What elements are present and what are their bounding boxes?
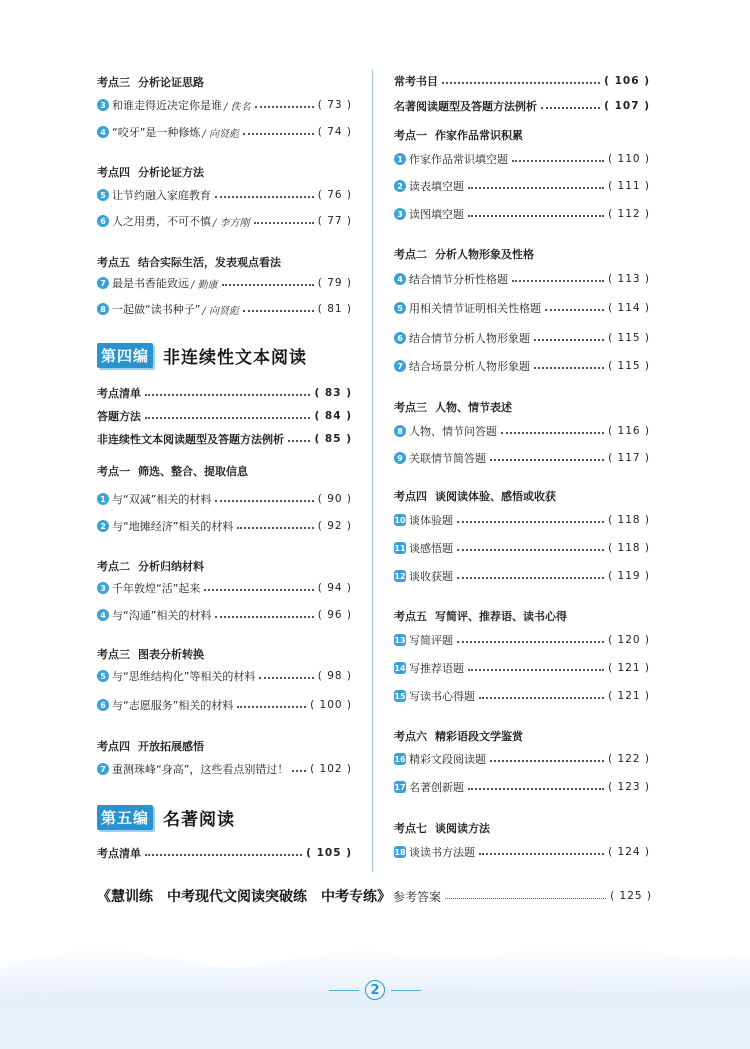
item-number-badge: 4 xyxy=(394,273,406,285)
part-header xyxy=(97,805,235,829)
page-ref: ( 119 ) xyxy=(608,570,650,582)
page-ref: ( 124 ) xyxy=(608,846,650,858)
item-number-badge: 5 xyxy=(394,302,406,314)
page-ref: ( 92 ) xyxy=(317,520,352,532)
page-ref: ( 117 ) xyxy=(608,452,650,464)
section-heading xyxy=(97,465,248,479)
section-key: 考点一 xyxy=(97,465,130,478)
item-number-badge: 8 xyxy=(97,303,109,315)
item-number-badge: 10 xyxy=(394,515,406,525)
entry-title: 让节约融入家庭教育 xyxy=(112,189,211,202)
entry-title: 人物、情节问答题 xyxy=(409,425,497,438)
entry-title: 精彩文段阅读题 xyxy=(409,753,486,766)
leader-dots xyxy=(442,82,600,84)
page-ref: ( 106 ) xyxy=(604,75,650,87)
page-ref: ( 105 ) xyxy=(306,847,352,859)
leader-dots xyxy=(204,589,313,591)
page-ref: ( 110 ) xyxy=(608,153,650,165)
leader-dots xyxy=(259,677,313,679)
page-number: 2 xyxy=(365,980,385,1000)
page-ref: ( 74 ) xyxy=(317,126,352,138)
toc-entry[interactable] xyxy=(394,98,650,114)
toc-entry[interactable] xyxy=(394,512,650,528)
item-number-badge: 6 xyxy=(97,215,109,227)
leader-dots xyxy=(457,521,604,523)
item-number-badge: 7 xyxy=(97,277,109,289)
item-number-badge: 5 xyxy=(97,189,109,201)
entry-title: 结合情节分析人物形象题 xyxy=(409,332,530,345)
leader-dots xyxy=(541,107,600,109)
toc-entry[interactable] xyxy=(394,300,650,316)
item-number-badge: 1 xyxy=(394,153,406,165)
part-tag: 第五编 xyxy=(97,805,153,830)
leader-dots xyxy=(457,577,604,579)
section-key: 考点六 xyxy=(394,730,427,743)
entry-title: 常考书目 xyxy=(394,75,438,88)
entry-title: 最是书香能致远 xyxy=(112,277,189,290)
item-number-badge: 14 xyxy=(394,663,406,673)
section-heading xyxy=(394,401,512,415)
page-ref: ( 115 ) xyxy=(608,360,650,372)
section-heading xyxy=(394,822,490,836)
section-heading xyxy=(97,166,204,180)
leader-dots xyxy=(479,853,604,855)
leader-dots xyxy=(215,196,314,198)
entry-title: 和谁走得近决定你是谁 xyxy=(112,99,222,112)
leader-dots xyxy=(512,160,604,162)
page-ref: ( 84 ) xyxy=(314,410,352,422)
leader-dots xyxy=(534,367,604,369)
page-ref: ( 121 ) xyxy=(608,690,650,702)
toc-entry[interactable] xyxy=(394,632,650,648)
item-number-badge: 7 xyxy=(394,360,406,372)
entry-author: / 向贤彪 xyxy=(202,128,239,140)
section-key: 考点三 xyxy=(97,76,130,89)
part-header xyxy=(97,343,307,367)
section-key: 考点四 xyxy=(97,166,130,179)
toc-entry[interactable] xyxy=(394,751,650,767)
section-heading xyxy=(97,740,204,754)
section-title: 分析论证思路 xyxy=(138,76,204,89)
leader-dots xyxy=(501,432,604,434)
ornament-line-right xyxy=(391,990,421,991)
answers-entry[interactable] xyxy=(97,887,652,905)
leader-dots xyxy=(243,133,314,135)
item-number-badge: 3 xyxy=(97,99,109,111)
leader-dots xyxy=(237,527,313,529)
toc-entry[interactable] xyxy=(97,761,352,777)
entry-author: / 向贤彪 xyxy=(202,305,239,317)
entry-author: / 李方刚 xyxy=(213,217,250,229)
entry-title: 写简评题 xyxy=(409,634,453,647)
page-ref: ( 85 ) xyxy=(314,433,352,445)
entry-title: 人之用勇，不可不慎 xyxy=(112,215,211,228)
section-key: 考点二 xyxy=(394,248,427,261)
page-ref: ( 118 ) xyxy=(608,542,650,554)
leader-dots xyxy=(145,854,302,856)
leader-dots xyxy=(215,616,313,618)
section-title: 分析论证方法 xyxy=(138,166,204,179)
entry-title: 写推荐语题 xyxy=(409,662,464,675)
toc-entry[interactable] xyxy=(97,408,352,424)
leader-dots xyxy=(468,788,604,790)
toc-entry[interactable] xyxy=(394,206,650,222)
toc-entry[interactable] xyxy=(394,73,650,89)
section-title: 筛选、整合、提取信息 xyxy=(138,465,248,478)
entry-title: 谈体验题 xyxy=(409,514,453,527)
item-number-badge: 18 xyxy=(394,847,406,857)
item-number-badge: 3 xyxy=(97,582,109,594)
leader-dots xyxy=(237,706,306,708)
section-key: 考点二 xyxy=(97,560,130,573)
section-title: 分析归纳材料 xyxy=(138,560,204,573)
toc-entry[interactable] xyxy=(394,779,650,795)
item-number-badge: 1 xyxy=(97,493,109,505)
page-ref: ( 114 ) xyxy=(608,302,650,314)
toc-entry[interactable] xyxy=(97,275,352,291)
item-number-badge: 6 xyxy=(97,699,109,711)
section-key: 考点三 xyxy=(97,648,130,661)
entry-title: 千年敦煌“活”起来 xyxy=(112,582,201,595)
entry-title: 用相关情节证明相关性格题 xyxy=(409,302,541,315)
section-title: 谈阅读体验、感悟或收获 xyxy=(435,490,556,503)
page-ref: ( 113 ) xyxy=(608,273,650,285)
column-divider xyxy=(372,70,373,872)
page-ref: ( 79 ) xyxy=(317,277,352,289)
page-ref: ( 120 ) xyxy=(608,634,650,646)
leader-dots xyxy=(215,500,313,502)
section-title: 结合实际生活，发表观点看法 xyxy=(138,256,281,269)
section-heading xyxy=(394,248,534,262)
section-key: 考点五 xyxy=(97,256,130,269)
section-key: 考点四 xyxy=(394,490,427,503)
leader-dots xyxy=(479,697,604,699)
entry-title: 谈感悟题 xyxy=(409,542,453,555)
toc-entry[interactable] xyxy=(394,151,650,167)
item-number-badge: 6 xyxy=(394,332,406,344)
section-heading xyxy=(394,129,523,143)
entry-title: 考点清单 xyxy=(97,847,141,860)
section-key: 考点五 xyxy=(394,610,427,623)
entry-title: 读表填空题 xyxy=(409,180,464,193)
toc-entry[interactable] xyxy=(97,213,352,229)
item-number-badge: 15 xyxy=(394,691,406,701)
toc-entry[interactable] xyxy=(97,491,352,507)
leader-dots xyxy=(288,440,310,442)
item-number-badge: 12 xyxy=(394,571,406,581)
toc-entry[interactable] xyxy=(97,607,352,623)
toc-entry[interactable] xyxy=(394,358,650,374)
page-ref: ( 122 ) xyxy=(608,753,650,765)
section-key: 考点三 xyxy=(394,401,427,414)
item-number-badge: 13 xyxy=(394,635,406,645)
toc-entry[interactable] xyxy=(97,668,352,684)
leader-dots xyxy=(445,898,606,899)
toc-entry[interactable] xyxy=(97,124,352,140)
entry-title: 谈读书方法题 xyxy=(409,846,475,859)
section-title: 分析人物形象及性格 xyxy=(435,248,534,261)
entry-title: 结合场景分析人物形象题 xyxy=(409,360,530,373)
entry-author: / 勤康 xyxy=(191,279,218,291)
leader-dots xyxy=(512,280,604,282)
ornament-line-left xyxy=(329,990,359,991)
section-title: 人物、情节表述 xyxy=(435,401,512,414)
entry-title: 重测珠峰“身高”，这些看点别错过！ xyxy=(112,763,289,776)
item-number-badge: 16 xyxy=(394,754,406,764)
leader-dots xyxy=(534,339,604,341)
entry-title: 写读书心得题 xyxy=(409,690,475,703)
entry-title: 读图填空题 xyxy=(409,208,464,221)
toc-entry[interactable] xyxy=(97,697,352,713)
item-number-badge: 5 xyxy=(97,670,109,682)
page-ref: ( 73 ) xyxy=(317,99,352,111)
page-number-badge xyxy=(320,977,430,1003)
page-ref: ( 98 ) xyxy=(317,670,352,682)
page-ref: ( 96 ) xyxy=(317,609,352,621)
leader-dots xyxy=(145,394,310,396)
section-title: 开放拓展感悟 xyxy=(138,740,204,753)
answers-suffix: 参考答案 xyxy=(393,889,442,904)
section-heading xyxy=(97,560,204,574)
entry-title: 答题方法 xyxy=(97,410,141,423)
entry-title: 与“地摊经济”相关的材料 xyxy=(112,520,234,533)
section-key: 考点四 xyxy=(97,740,130,753)
section-heading xyxy=(394,490,556,504)
entry-title: 一起做“读书种子” xyxy=(112,303,201,316)
leader-dots xyxy=(468,215,604,217)
page-ref: ( 100 ) xyxy=(310,699,352,711)
entry-author: / 佚名 xyxy=(224,101,251,113)
leader-dots xyxy=(254,222,314,224)
page-ref: ( 83 ) xyxy=(314,387,352,399)
leader-dots xyxy=(255,106,314,108)
page-ref: ( 76 ) xyxy=(317,189,352,201)
page-ref: ( 90 ) xyxy=(317,493,352,505)
section-title: 精彩语段文学鉴赏 xyxy=(435,730,523,743)
item-number-badge: 11 xyxy=(394,543,406,553)
toc-entry[interactable] xyxy=(394,271,650,287)
section-heading xyxy=(97,648,204,662)
item-number-badge: 3 xyxy=(394,208,406,220)
part-title: 非连续性文本阅读 xyxy=(163,347,308,368)
toc-entry[interactable] xyxy=(97,97,352,113)
page-ref: ( 102 ) xyxy=(310,763,352,775)
item-number-badge: 8 xyxy=(394,425,406,437)
item-number-badge: 4 xyxy=(97,609,109,621)
page-ref: ( 81 ) xyxy=(317,303,352,315)
toc-entry[interactable] xyxy=(394,568,650,584)
toc-entry[interactable] xyxy=(394,330,650,346)
entry-title: 结合情节分析性格题 xyxy=(409,273,508,286)
entry-title: 名著阅读题型及答题方法例析 xyxy=(394,100,537,113)
toc-entry[interactable] xyxy=(394,540,650,556)
section-title: 作家作品常识积累 xyxy=(435,129,523,142)
section-heading xyxy=(97,256,281,270)
page-ref: ( 112 ) xyxy=(608,208,650,220)
item-number-badge: 17 xyxy=(394,782,406,792)
toc-entry[interactable] xyxy=(97,301,352,317)
leader-dots xyxy=(468,669,604,671)
page-ref: ( 77 ) xyxy=(317,215,352,227)
toc-entry[interactable] xyxy=(97,518,352,534)
page-ref: ( 118 ) xyxy=(608,514,650,526)
toc-entry[interactable] xyxy=(394,178,650,194)
page-ref: ( 123 ) xyxy=(608,781,650,793)
item-number-badge: 9 xyxy=(394,452,406,464)
page-ref: ( 111 ) xyxy=(608,180,650,192)
section-title: 写简评、推荐语、读书心得 xyxy=(435,610,567,623)
section-title: 图表分析转换 xyxy=(138,648,204,661)
leader-dots xyxy=(490,459,604,461)
toc-entry[interactable] xyxy=(97,845,352,861)
leader-dots xyxy=(545,309,604,311)
leader-dots xyxy=(457,549,604,551)
toc-entry[interactable] xyxy=(97,385,352,401)
entry-title: 与“沟通”相关的材料 xyxy=(112,609,212,622)
section-heading xyxy=(394,730,523,744)
toc-entry[interactable] xyxy=(394,688,650,704)
leader-dots xyxy=(457,641,604,643)
section-title: 谈阅读方法 xyxy=(435,822,490,835)
entry-title: 谈收获题 xyxy=(409,570,453,583)
entry-title: 关联情节简答题 xyxy=(409,452,486,465)
toc-entry[interactable] xyxy=(97,431,352,447)
page-ref: ( 125 ) xyxy=(610,890,652,902)
toc-entry[interactable] xyxy=(394,844,650,860)
section-key: 考点七 xyxy=(394,822,427,835)
entry-title: 考点清单 xyxy=(97,387,141,400)
item-number-badge: 2 xyxy=(394,180,406,192)
toc-entry[interactable] xyxy=(394,450,650,466)
leader-dots xyxy=(243,310,314,312)
part-tag: 第四编 xyxy=(97,343,153,368)
entry-title: 作家作品常识填空题 xyxy=(409,153,508,166)
entry-title: 名著创新题 xyxy=(409,781,464,794)
toc-entry[interactable] xyxy=(394,423,650,439)
page-ref: ( 94 ) xyxy=(317,582,352,594)
page-ref: ( 115 ) xyxy=(608,332,650,344)
toc-entry[interactable] xyxy=(394,660,650,676)
leader-dots xyxy=(468,187,604,189)
item-number-badge: 4 xyxy=(97,126,109,138)
item-number-badge: 7 xyxy=(97,763,109,775)
leader-dots xyxy=(145,417,310,419)
section-key: 考点一 xyxy=(394,129,427,142)
item-number-badge: 2 xyxy=(97,520,109,532)
page-ref: ( 121 ) xyxy=(608,662,650,674)
entry-title: “咬牙”是一种修炼 xyxy=(112,126,201,139)
leader-dots xyxy=(292,770,306,772)
entry-title: 非连续性文本阅读题型及答题方法例析 xyxy=(97,433,284,446)
leader-dots xyxy=(490,760,604,762)
leader-dots xyxy=(222,284,314,286)
answers-title: 《慧训练 中考现代文阅读突破练 中考专练》 xyxy=(97,889,391,905)
section-heading xyxy=(394,610,567,624)
page-ref: ( 107 ) xyxy=(604,100,650,112)
entry-title: 与“志愿服务”相关的材料 xyxy=(112,699,234,712)
section-heading xyxy=(97,76,204,90)
entry-title: 与“思维结构化”等相关的材料 xyxy=(112,670,256,683)
toc-entry[interactable] xyxy=(97,580,352,596)
page-ref: ( 116 ) xyxy=(608,425,650,437)
part-title: 名著阅读 xyxy=(163,809,236,830)
entry-title: 与“双减”相关的材料 xyxy=(112,493,212,506)
toc-entry[interactable] xyxy=(97,187,352,203)
